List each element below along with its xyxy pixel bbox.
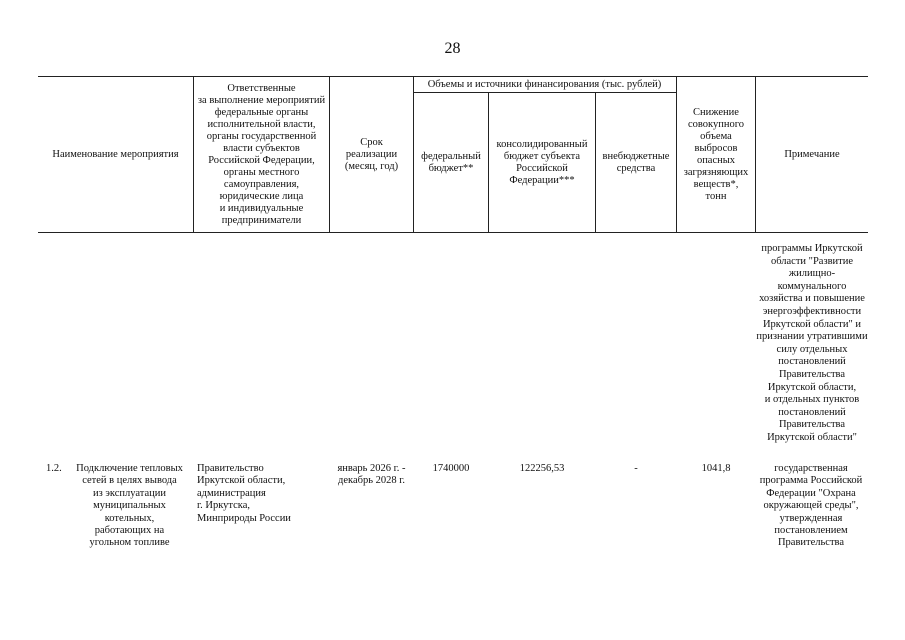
row-extrabudget: - [634, 463, 638, 474]
header-finance-group-text: Объемы и источники финансирования (тыс. рублей) [427, 78, 662, 90]
header-note-text: Примечание [784, 148, 840, 160]
row-note: государственная программа Российской Федерации "Охрана окружающей среды", утвержденная постановлением Правительства [759, 463, 863, 549]
header-federal-text: федеральный бюджет** [421, 150, 481, 174]
page-number: 28 [444, 40, 461, 57]
header-consolidated-text: консолидированный бюджет субъекта Российской Федерации*** [496, 138, 588, 186]
header-finance-group [413, 77, 676, 92]
row-consolidated: 122256,53 [519, 463, 565, 474]
header-reduction-text: Снижение совокупного объема выбросов опасных загрязняющих веществ*, тонн [683, 106, 749, 202]
header-period-text: Срок реализации (месяц, год) [344, 136, 399, 172]
header-bottom-border [38, 232, 868, 233]
header-extrabudget [596, 93, 676, 232]
row-name: Подключение тепловых сетей в целях вывода из эксплуатации муниципальных котельных, работающих на угольном топливе [76, 463, 183, 549]
header-consolidated [489, 93, 595, 232]
header-federal [414, 93, 488, 232]
header-extrabudget-text: внебюджетные средства [602, 150, 670, 174]
header-period [330, 77, 413, 232]
header-responsible-text: Ответственные за выполнение мероприятий федеральные органы исполнительной власти, органы государственной власти субъектов Российской Федерации, органы местного самоуправления, юридические лица и индивидуальные предприниматели [197, 82, 326, 226]
continuation-note: программы Иркутской области "Развитие жилищно- коммунального хозяйства и повышение энергоэффективности Иркутской области" и признании утратившими силу отдельных постановлений Правительства Иркутской области, и отдельных пунктов постановлений Правительства Иркутской области" [756, 243, 868, 443]
row-period: январь 2026 г. - декабрь 2028 г. [337, 463, 406, 487]
header-name [38, 77, 193, 232]
header-note [756, 77, 868, 232]
row-responsible: Правительство Иркутской области, администрация г. Иркутска, Минприроды России [197, 463, 291, 524]
header-responsible [194, 77, 329, 232]
row-federal: 1740000 [432, 463, 470, 474]
header-name-text: Наименование мероприятия [52, 148, 179, 160]
row-reduction: 1041,8 [701, 463, 731, 474]
row-number: 1.2. [46, 463, 62, 474]
header-reduction [677, 77, 755, 232]
